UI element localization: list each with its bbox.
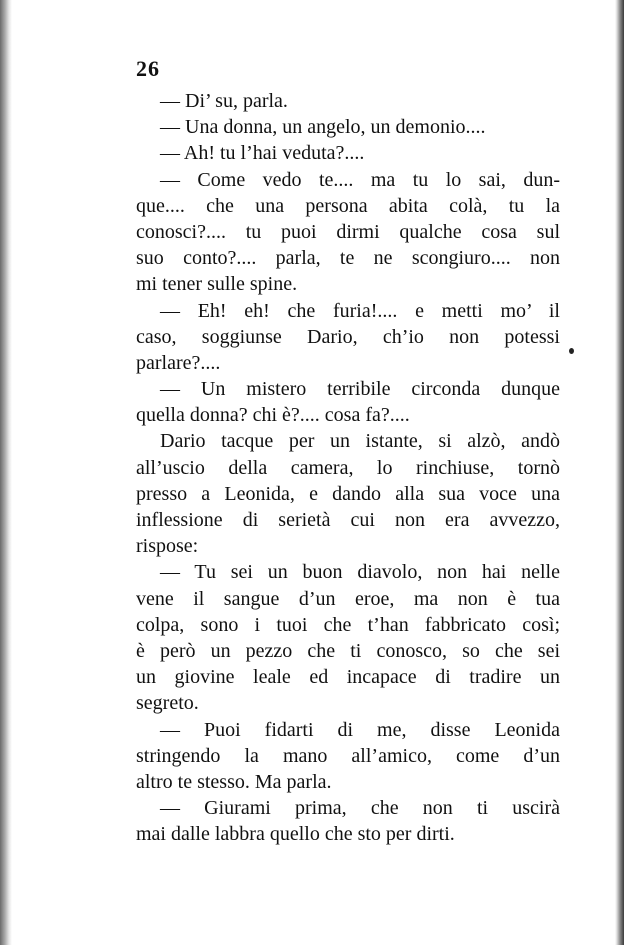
text-line-25: — Puoi fidarti di me, disse Leonida <box>160 718 560 741</box>
text-line-17: inflessione di serietà cui non era avvezzo, <box>136 509 560 531</box>
text-line-14: Dario tacque per un istante, si alzò, andò <box>160 430 560 453</box>
text-line-1: — Di’ su, parla. <box>160 90 288 112</box>
text-line-22: è però un pezzo che ti conosco, so che sei <box>136 639 560 662</box>
text-line-15: all’uscio della camera, lo rinchiuse, tornò <box>136 456 560 479</box>
text-line-10: caso, soggiunse Dario, ch’io non potessi <box>136 325 560 348</box>
text-line-29: mai dalle labbra quello che sto per dirti. <box>136 823 455 846</box>
text-line-16: presso a Leonida, e dando alla sua voce una <box>136 482 560 505</box>
text-line-6: conosci?.... tu puoi dirmi qualche cosa sul <box>136 220 560 243</box>
text-line-18: rispose: <box>136 535 199 558</box>
text-line-23: un giovine leale ed incapace di tradire un <box>136 666 560 689</box>
ink-speck <box>569 348 574 354</box>
text-line-2: — Una donna, un angelo, un demonio.... <box>160 116 486 139</box>
page-left-edge-shadow <box>0 0 12 945</box>
text-line-7: suo conto?.... parla, te ne scongiuro.... non <box>136 247 560 270</box>
text-line-8: mi tener sulle spine. <box>136 273 298 296</box>
text-line-3: — Ah! tu l’hai veduta?.... <box>160 142 365 165</box>
text-line-11: parlare?.... <box>136 351 221 374</box>
text-line-9: — Eh! eh! che furia!.... e metti mo’ il <box>160 299 560 322</box>
text-line-21: colpa, sono i tuoi che t’han fabbricato così; <box>136 613 560 636</box>
text-line-28: — Giurami prima, che non ti uscirà <box>160 797 560 820</box>
text-line-5: que.... che una persona abita colà, tu la <box>136 194 560 217</box>
page-right-edge-shadow <box>615 0 624 945</box>
text-line-26: stringendo la mano all’amico, come d’un <box>136 744 560 767</box>
text-line-24: segreto. <box>136 692 199 715</box>
text-line-4: — Come vedo te.... ma tu lo sai, dun- <box>160 168 560 191</box>
text-line-13: quella donna? chi è?.... cosa fa?.... <box>136 404 410 427</box>
page-number: 26 <box>136 56 160 81</box>
text-line-12: — Un mistero terribile circonda dunque <box>160 378 560 401</box>
text-line-20: vene il sangue d’un eroe, ma non è tua <box>136 587 560 610</box>
page-body-text <box>136 88 560 847</box>
text-line-27: altro te stesso. Ma parla. <box>136 770 332 793</box>
text-line-19: — Tu sei un buon diavolo, non hai nelle <box>160 561 560 584</box>
